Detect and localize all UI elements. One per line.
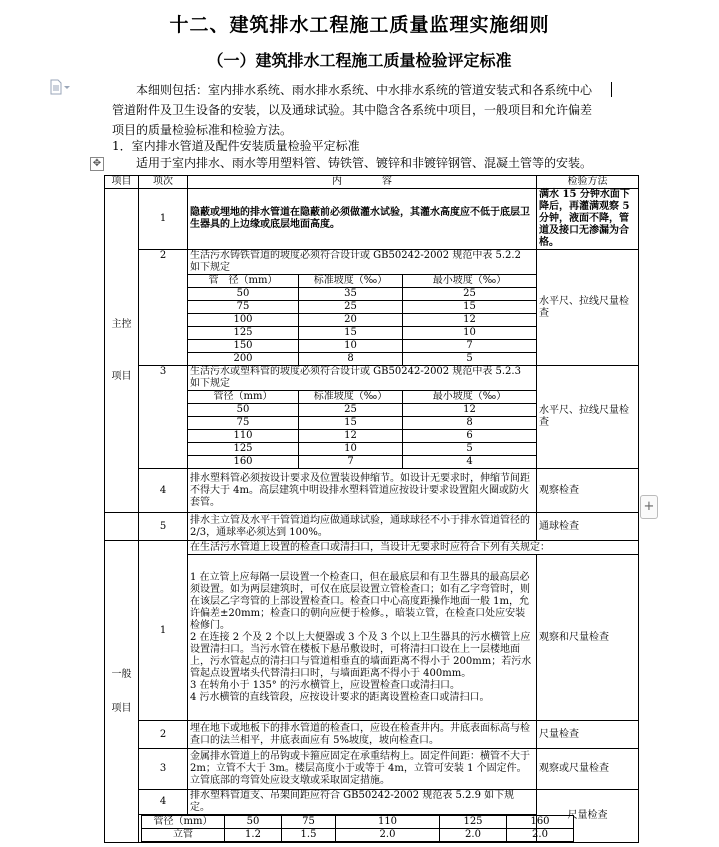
g3-content: 金属排水管道上的吊钩或卡箍应固定在承重结构上。固定件间距：横管不大于 2m；立管不大于 3m。楼层高度小于或等于 4m，立管可安装 1 个固定件。立管底部的弯管处应设支墩或采取固定措施。 [188, 749, 537, 790]
row2-col-header-3: 最小坡度（‰） [403, 275, 537, 288]
row1-method: 满水 15 分钟水面下降后，再灌满观察 5 分钟，液面不降，管道及接口无渗漏为合格。 [537, 189, 639, 250]
row3-diameter: 75 [188, 417, 299, 430]
g4-spacing: 2.0 [440, 829, 507, 842]
main-control-label [105, 189, 139, 513]
plus-icon[interactable]: + [640, 495, 658, 519]
row3-col-header-2: 标准坡度（‰） [299, 391, 403, 404]
g4-method: 尺量检查 [537, 790, 639, 843]
row2-std-slope: 8 [299, 353, 403, 366]
row2-std-slope: 35 [299, 288, 403, 301]
row2-std-slope: 25 [299, 301, 403, 314]
row3-std-slope: 12 [299, 430, 403, 443]
g4-content: 排水塑料管道支、吊架间距应符合 GB50242-2002 规范表 5.2.9 如下规定。 [188, 790, 537, 815]
row2-diameter: 100 [188, 314, 299, 327]
g1-body: 1 在立管上应每隔一层设置一个检查口，但在最底层和有卫生器具的最高层必须设置。如为两层建筑时，可仅在底层设置立管检查口；如有乙字弯管时，则在该层乙字弯管的上部设置检查口。检查口中心高度距操作地面一般 1m，允许偏差±20mm；检查口的朝向应便于检修。，暗装立管，在检查口处应安装检修门。 2 在连接 2 个及 2 个以上大便器或 3 个及 3 个以上卫生器具的污水横管上应设置清扫口。当污水管在楼板下悬吊敷设时，可将清扫口设在上一层楼地面上，污水管起点的清扫口与管道相垂直的墙面距离不得小于 200mm；若污水管起点设置堵头代替清扫口时，与墙面距离不得小于 400mm。 3 在转角小于 135° 的污水横管上，应设置检查口或清扫口。 4 污水横管的直线管段，应按设计要求的距离设置检查口或清扫口。 [188, 555, 537, 721]
page-title: 十二、建筑排水工程施工质量监理实施细则 [169, 14, 550, 36]
row2-col-header-2: 标准坡度（‰） [299, 275, 403, 288]
row3-std-slope: 7 [299, 456, 403, 469]
g2-seq: 2 [139, 721, 188, 749]
row3-diameter: 125 [188, 443, 299, 456]
row3-min-slope: 6 [403, 430, 537, 443]
row1-seq: 1 [139, 189, 188, 250]
row3-diameter: 160 [188, 456, 299, 469]
row5-content: 排水主立管及水平干管管道均应做通球试验，通球球径不小于排水管道管径的 2/3，通球率必须达到 100%。 [188, 513, 537, 541]
section-heading: 1．室内排水管道及配件安装质量检验平定标准 [112, 139, 360, 153]
g4-spacing: 2.0 [336, 829, 440, 842]
row2-col-header-1: 管 径（mm） [188, 275, 299, 288]
main-label-2: 项目 [111, 370, 132, 382]
row2-diameter: 200 [188, 353, 299, 366]
g4-spacing: 1.5 [282, 829, 336, 842]
quality-spec-table [104, 175, 639, 843]
row3-seq: 3 [139, 366, 188, 469]
g2-method: 尺量检查 [537, 721, 639, 749]
document-icon[interactable] [49, 79, 73, 95]
g4-diameter-label: 管径（mm） [142, 816, 225, 829]
row5-seq: 5 [139, 513, 188, 541]
row2-min-slope: 10 [403, 327, 537, 340]
g4-diameter: 125 [440, 816, 507, 829]
row2-std-slope: 15 [299, 327, 403, 340]
intro-line-2: 管道附件及卫生设备的安装，以及通球试验。其中隐含各系统中项目，一般项目和允许偏差 [112, 103, 593, 117]
g4-seq: 4 [139, 790, 188, 815]
g4-diameter: 160 [507, 816, 574, 829]
row2-min-slope: 15 [403, 301, 537, 314]
row2-method: 水平尺、拉线尺量检查 [537, 250, 639, 366]
row2-min-slope: 5 [403, 353, 537, 366]
g1-seq: 1 [139, 541, 188, 721]
row4-seq: 4 [139, 469, 188, 513]
section-title: （一）建筑排水工程施工质量检验评定标准 [207, 51, 512, 70]
row4-method: 观察检查 [537, 469, 639, 513]
row2-diameter: 125 [188, 327, 299, 340]
row4-content: 排水塑料管必须按设计要求及位置装设伸缩节。如设计无要求时，伸缩节间距不得大于 4m。高层建筑中明设排水塑料管道应按设计要求设置阻火圈或防火套管。 [188, 469, 537, 513]
row2-std-slope: 20 [299, 314, 403, 327]
row3-diameter: 110 [188, 430, 299, 443]
intro-line-1: 本细则包括：室内排水系统、雨水排水系统、中水排水系统的管道安装式和各系统中心 [136, 83, 593, 97]
row2-diameter: 50 [188, 288, 299, 301]
g4-spacing: 1.2 [225, 829, 282, 842]
g4-spacing-table-cell [139, 815, 550, 843]
g1-intro: 在生活污水管道上设置的检查口或清扫口，当设计无要求时应符合下列有关规定： [188, 541, 639, 555]
header-method: 检验方法 [537, 176, 639, 189]
row3-method: 水平尺、拉线尺量检查 [537, 366, 639, 469]
row2-diameter: 75 [188, 301, 299, 314]
header-content: 内 容 [188, 176, 537, 189]
g4-riser-label: 立管 [142, 829, 225, 842]
g4-diameter: 50 [225, 816, 282, 829]
row2-seq: 2 [139, 250, 188, 366]
main-control-label-tail [105, 513, 139, 541]
general-label-1: 一般 [111, 668, 132, 680]
g4-spacing: 2.0 [507, 829, 574, 842]
g4-diameter: 75 [282, 816, 336, 829]
row3-min-slope: 8 [403, 417, 537, 430]
g4-diameter: 110 [336, 816, 440, 829]
header-item: 项目 [105, 176, 139, 189]
row2-min-slope: 7 [403, 340, 537, 353]
text-cursor [611, 82, 612, 97]
row3-std-slope: 10 [299, 443, 403, 456]
g1-method: 观察和尺量检查 [537, 555, 639, 721]
move-icon[interactable]: ✥ [90, 157, 104, 171]
row1-content: 隐蔽或埋地的排水管道在隐蔽前必须做灌水试验，其灌水高度应不低于底层卫生器具的上边缘或底层地面高度。 [188, 189, 537, 250]
row3-col-header-1: 管径（mm） [188, 391, 299, 404]
section-scope: 适用于室内排水、雨水等用塑料管、铸铁管、镀锌和非镀锌钢管、混凝土管等的安装。 [136, 156, 593, 170]
row2-std-slope: 10 [299, 340, 403, 353]
g2-content: 埋在地下或地板下的排水管道的检查口，应设在检查井内。井底表面标高与检查口的法兰相平，井底表面应有 5%坡度，坡向检查口。 [188, 721, 537, 749]
row5-method: 通球检查 [537, 513, 639, 541]
g3-method: 观察或尺量检查 [537, 749, 639, 790]
row3-min-slope: 5 [403, 443, 537, 456]
row2-diameter: 150 [188, 340, 299, 353]
row2-min-slope: 25 [403, 288, 537, 301]
row3-col-header-3: 最小坡度（‰） [403, 391, 537, 404]
intro-paragraph [112, 80, 612, 140]
row2-content: 生活污水铸铁管道的坡度必须符合设计或 GB50242-2002 规范中表 5.2.2 如下规定 [188, 250, 537, 275]
row2-min-slope: 12 [403, 314, 537, 327]
row3-content: 生活污水或塑料管的坡度必须符合设计或 GB50242-2002 规范中表 5.2.3 如下规定 [188, 366, 537, 391]
row3-min-slope: 12 [403, 404, 537, 417]
general-label [105, 541, 139, 843]
main-label-1: 主控 [111, 318, 132, 330]
g4-spacing-table [141, 815, 574, 842]
row3-diameter: 50 [188, 404, 299, 417]
row3-min-slope: 4 [403, 456, 537, 469]
g3-seq: 3 [139, 749, 188, 790]
row3-std-slope: 25 [299, 404, 403, 417]
general-label-2: 项目 [111, 702, 132, 714]
header-seq: 项次 [139, 176, 188, 189]
row3-std-slope: 15 [299, 417, 403, 430]
intro-line-3: 项目的质量检验标准和检验方法。 [112, 123, 293, 137]
